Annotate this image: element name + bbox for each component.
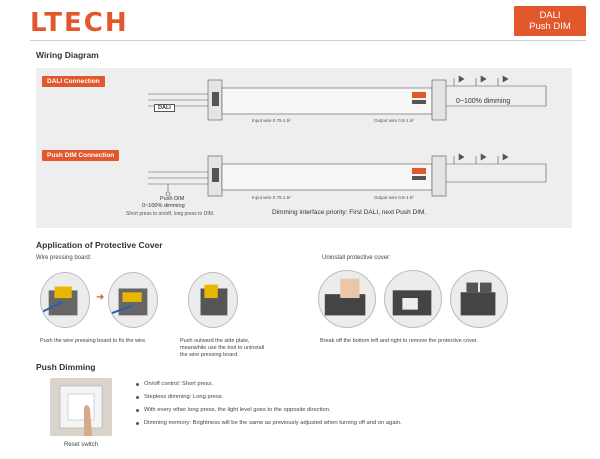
uninstall-cover-label: Uninstall protective cover:	[322, 255, 391, 261]
product-badge	[514, 6, 586, 36]
side-plate-photo	[188, 272, 238, 328]
push-dim-connection-tag: Push DIM Connection	[42, 150, 119, 161]
bullet-item: With every other long press, the light level goes to the opposite direction.	[136, 407, 402, 420]
reset-switch-photo	[50, 378, 112, 436]
push-dimming-title: Push Dimming	[36, 362, 96, 372]
arrow-icon: ➜	[96, 292, 105, 303]
cover-removal-photo-3	[450, 270, 508, 328]
caption-side-line-3: the wire pressing board.	[180, 352, 239, 358]
protective-cover-title: Application of Protective Cover	[36, 240, 163, 250]
dali-label: DALI	[154, 104, 175, 112]
wiring-diagram-drawing	[36, 68, 572, 228]
cover-removal-photo-2	[384, 270, 442, 328]
wiring-diagram-panel	[36, 68, 572, 228]
caption-side-line-2: meanwhile use the tool to uninstall	[180, 345, 265, 351]
push-output-wire: Output wire 0.8-1.5²	[374, 195, 414, 200]
push-dim-label: Push DIM	[160, 196, 185, 202]
badge-line-push-dim: Push DIM	[529, 21, 571, 32]
caption-side-line-1: Push outward the side plate,	[180, 338, 250, 344]
wire-pressing-board-label: Wire pressing board:	[36, 255, 92, 261]
dimming-priority-text: Dimming interface priority: First DALI, next Push DIM.	[272, 209, 427, 216]
caption-break-off: Break off the bottom left and right to remove the protective cover.	[320, 338, 478, 344]
bullet-item: Stepless dimming: Long press.	[136, 394, 402, 407]
push-input-wire: Input wire 0.75-1.5²	[252, 195, 291, 200]
reset-switch-label: Reset switch	[64, 442, 99, 448]
wiring-diagram-title: Wiring Diagram	[36, 50, 99, 60]
push-dimming-bullets	[136, 381, 402, 433]
dali-connection-tag: DALI Connection	[42, 76, 105, 87]
cover-removal-photo-1	[318, 270, 376, 328]
ltech-logo: LTECH	[30, 8, 129, 38]
dali-output-wire: Output wire 0.8-1.5²	[374, 118, 414, 123]
wire-board-photo-2	[108, 272, 158, 328]
bullet-item: On/off control: Short press.	[136, 381, 402, 394]
header-divider	[30, 40, 586, 41]
dali-input-wire: Input wire 0.75-1.5²	[252, 118, 291, 123]
wire-board-photo-1	[40, 272, 90, 328]
push-dim-short-press: Short press to on/off, long press to DIM.	[126, 211, 215, 217]
caption-side-plate	[180, 338, 264, 359]
badge-line-dali: DALI	[539, 10, 561, 21]
dali-dimming-text: 0~100% dimming	[456, 98, 511, 105]
caption-push-board: Push the wire pressing board to fix the wire.	[40, 338, 147, 344]
bullet-item: Dimming memory: Brightness will be the same as previously adjusted when turning off and on again.	[136, 420, 402, 433]
push-dim-dimming-text: 0~100% dimming	[142, 203, 185, 209]
